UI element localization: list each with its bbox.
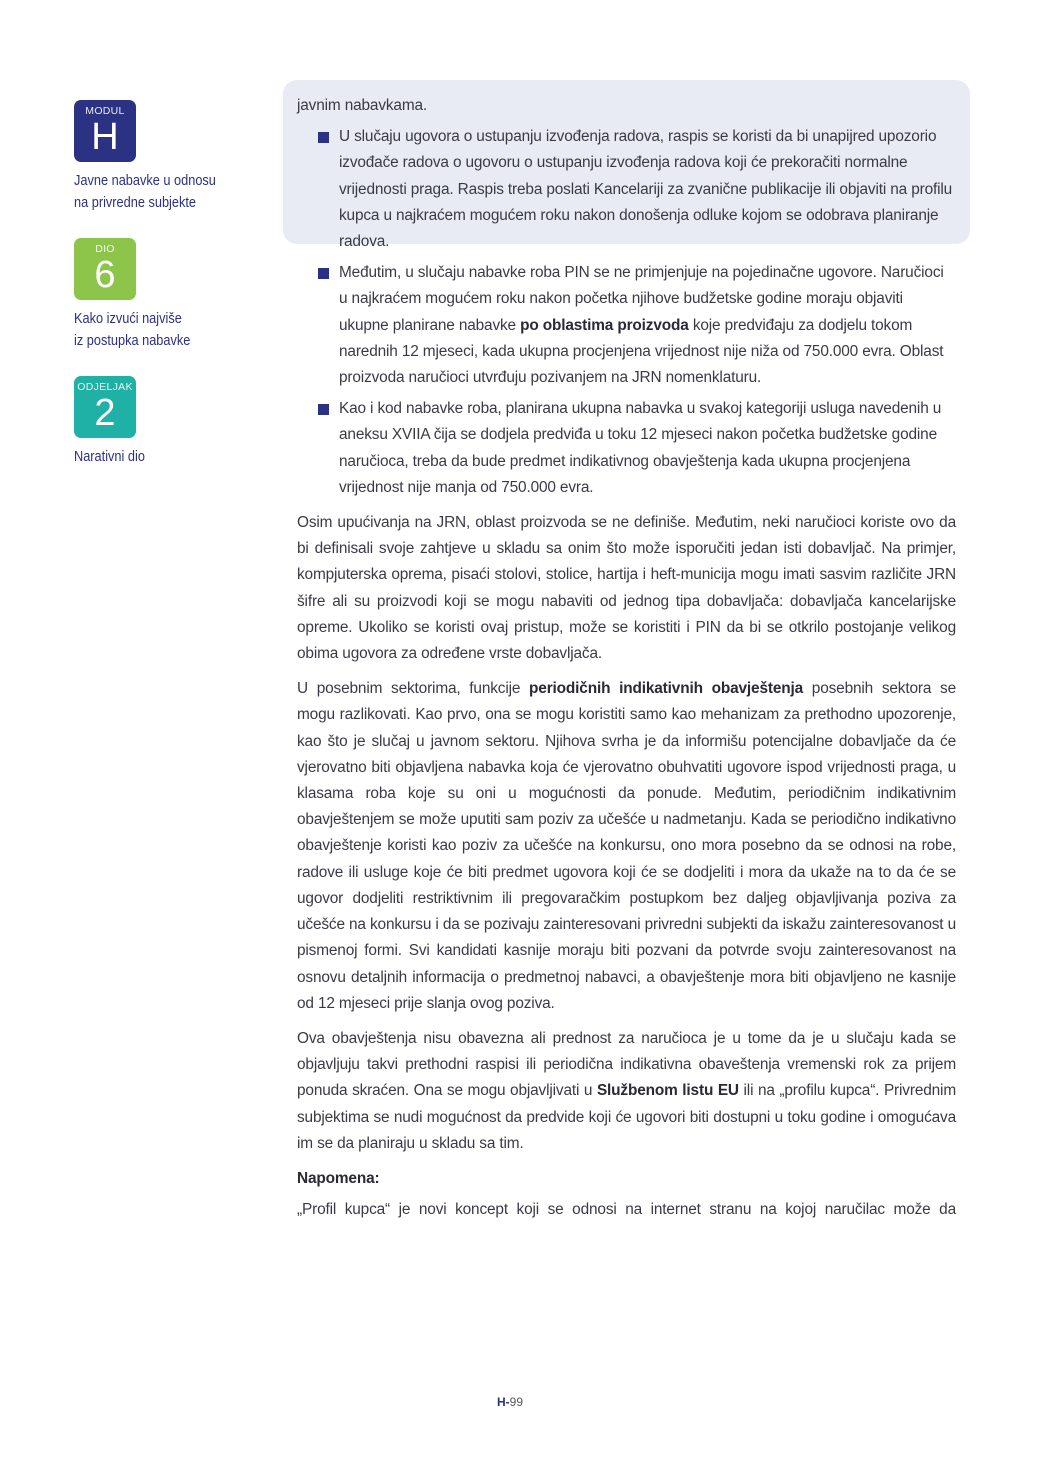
odjeljak-title-line1: Narativni dio [74, 449, 145, 465]
list-item [297, 124, 956, 255]
dio-badge [74, 238, 136, 300]
bullet-2-text-after: koje predviđaju za dodjelu tokom narednih 12 mjeseci, kada ukupna procjenjena vrijednost nije niža od 750.000 evra. Oblast proizvoda naručioci utvrđuju pozivanjem na JRN nomenklaturu. [339, 316, 944, 387]
paragraph-3 [297, 1026, 956, 1157]
odjeljak-title [74, 446, 250, 468]
modul-badge [74, 100, 136, 162]
paragraph-2-after: posebnih sektora se mogu razlikovati. Kao prvo, ona se mogu koristiti samo kao mehanizam za prethodno upozorenje, kao što je slučaj u javnom sektoru. Njihova svrha je da informišu potencijalne dobavljače da će vjerovatno biti objavljena nabavka koja će vjerovatno obuhvatiti ugovore ispod vrijednosti praga, u klasama roba koje su oni u mogućnosti da ponude. Međutim, periodičnim indikativnim obavještenjem se može uputiti sam poziv za učešće u nadmetanju. Kada se periodično indikativno obavještenje koristi kao poziv za učešće na konkursu, ono mora posebno da se odnosi na robe, radove ili usluge koje će biti predmet ugovora koji će se dodjeliti i mora da ukaže na to da će se ugovor dodjeliti restriktivnim ili pregovaračkim postupkom bez daljeg objavljivanja poziva za učešće na konkursu i da se pozivaju zainteresovani privredni subjekti da iskažu zainteresovanost u pismenoj formi. Svi kandidati kasnije moraju biti pozvani da potvrde svoju zainteresovanost na osnovu detaljnih informacija o predmetnoj nabavci, a obavještenje mora biti objavljeno ne kasnije od 12 mjeseci prije slanja ovog poziva. [297, 680, 956, 1012]
paragraph-3-before: Ova obavještenja nisu obavezna ali prednost za naručioca je u tome da je u slučaju kada se objavljuju takvi prethodni raspisi ili periodična indikativna obaveštenja vremenski rok za prijem ponuda skraćen. Ona se mogu objavljivati u [297, 1029, 956, 1100]
main-content [297, 93, 956, 1232]
paragraph-3-bold: Službenom listu EU [596, 1082, 739, 1100]
paragraph-2-before: U posebnim sektorima, funkcije [297, 680, 530, 698]
note-text: „Profil kupca“ je novi koncept koji se odnosi na internet stranu na kojoj naručilac može da [297, 1201, 956, 1219]
intro-text: javnim nabavkama. [297, 97, 428, 114]
bullet-1-text: U slučaju ugovora o ustupanju izvođenja radova, raspis se koristi da bi unapijred upozorio izvođače radova o ugovoru o ustupanju izvođenja radova koji će prekoračiti normalne vrijednosti praga. Raspis treba poslati Kancelariji za zvanične publikacije ili objaviti na profilu kupca u najkraćem mogućem roku nakon donošenja odluke kojom se odobrava planiranje radova. [339, 128, 953, 251]
dio-title [74, 308, 250, 352]
modul-value: H [91, 116, 119, 158]
paragraph-1: Osim upućivanja na JRN, oblast proizvoda se ne definiše. Međutim, neki naručioci koriste ovo da bi definisali svoje zahtjeve u skladu sa onim što može isporučiti jedan isti dobavljač. Na primjer, kompjuterska oprema, pisaći stolovi, stolice, hartija i heft-municija mogu imati sasvim različite JRN šifre ali su proizvodi koji se mogu nabaviti od jednog tipa dobavljača: dobavljača kancelarijske opreme. Ukoliko se koristi ovaj pristup, može se koristiti i PIN da bi se otkrilo postojanje velikog obima ugovora za određene vrste dobavljača. [297, 514, 956, 663]
square-bullet-icon [318, 404, 329, 415]
note-title: Napomena: [297, 1169, 380, 1187]
paragraph-3-after: ili na „profilu kupca“. Privrednim subjektima se nudi mogućnost da predvide koji će ugovori biti dostupni u toku godine i omogućava im se da planiraju u skladu sa tim. [297, 1082, 956, 1152]
bullet-list [297, 124, 956, 501]
modul-title [74, 170, 250, 214]
bullet-2-text-before: Međutim, u slučaju nabavke roba PIN se ne primjenjuje na pojedinačne ugovore. Naručioci u najkraćem mogućem roku nakon početka njihove budžetske godine moraju objaviti ukupne planirane nabavke [339, 264, 944, 334]
square-bullet-icon [318, 268, 329, 279]
dio-title-line1: Kako izvući najviše [74, 311, 182, 327]
sidebar [74, 100, 264, 492]
bullet-3-text: Kao i kod nabavke roba, planirana ukupna nabavka u svakoj kategoriji usluga navedenih u aneksu XVIIA čija se dodjela predviđa u toku 12 mjeseci nakon početka budžetske godine naručioca, treba da bude predmet indikativnog obavještenja kada ukupna procjenjena vrijednost nije manja od 750.000 evra. [339, 400, 942, 496]
list-item [297, 260, 956, 391]
modul-title-line2: na privredne subjekte [74, 195, 197, 211]
dio-label: DIO [95, 243, 115, 255]
odjeljak-value: 2 [94, 392, 116, 434]
dio-title-line2: iz postupka nabavke [74, 333, 191, 349]
modul-title-line1: Javne nabavke u odnosu [74, 173, 216, 189]
paragraph-2 [297, 676, 956, 1017]
paragraph-2-bold: periodičnih indikativnih obavještenja [529, 680, 804, 698]
bullet-2-bold: po oblastima proizvoda [520, 316, 689, 334]
page-number: 99 [509, 1395, 524, 1409]
dio-value: 6 [94, 254, 116, 296]
odjeljak-label: ODJELJAK [77, 381, 133, 393]
page-footer [0, 1395, 1020, 1409]
square-bullet-icon [318, 132, 329, 143]
odjeljak-badge [74, 376, 136, 438]
footer-prefix: H- [496, 1395, 510, 1409]
list-item [297, 396, 956, 501]
modul-label: MODUL [85, 105, 125, 117]
